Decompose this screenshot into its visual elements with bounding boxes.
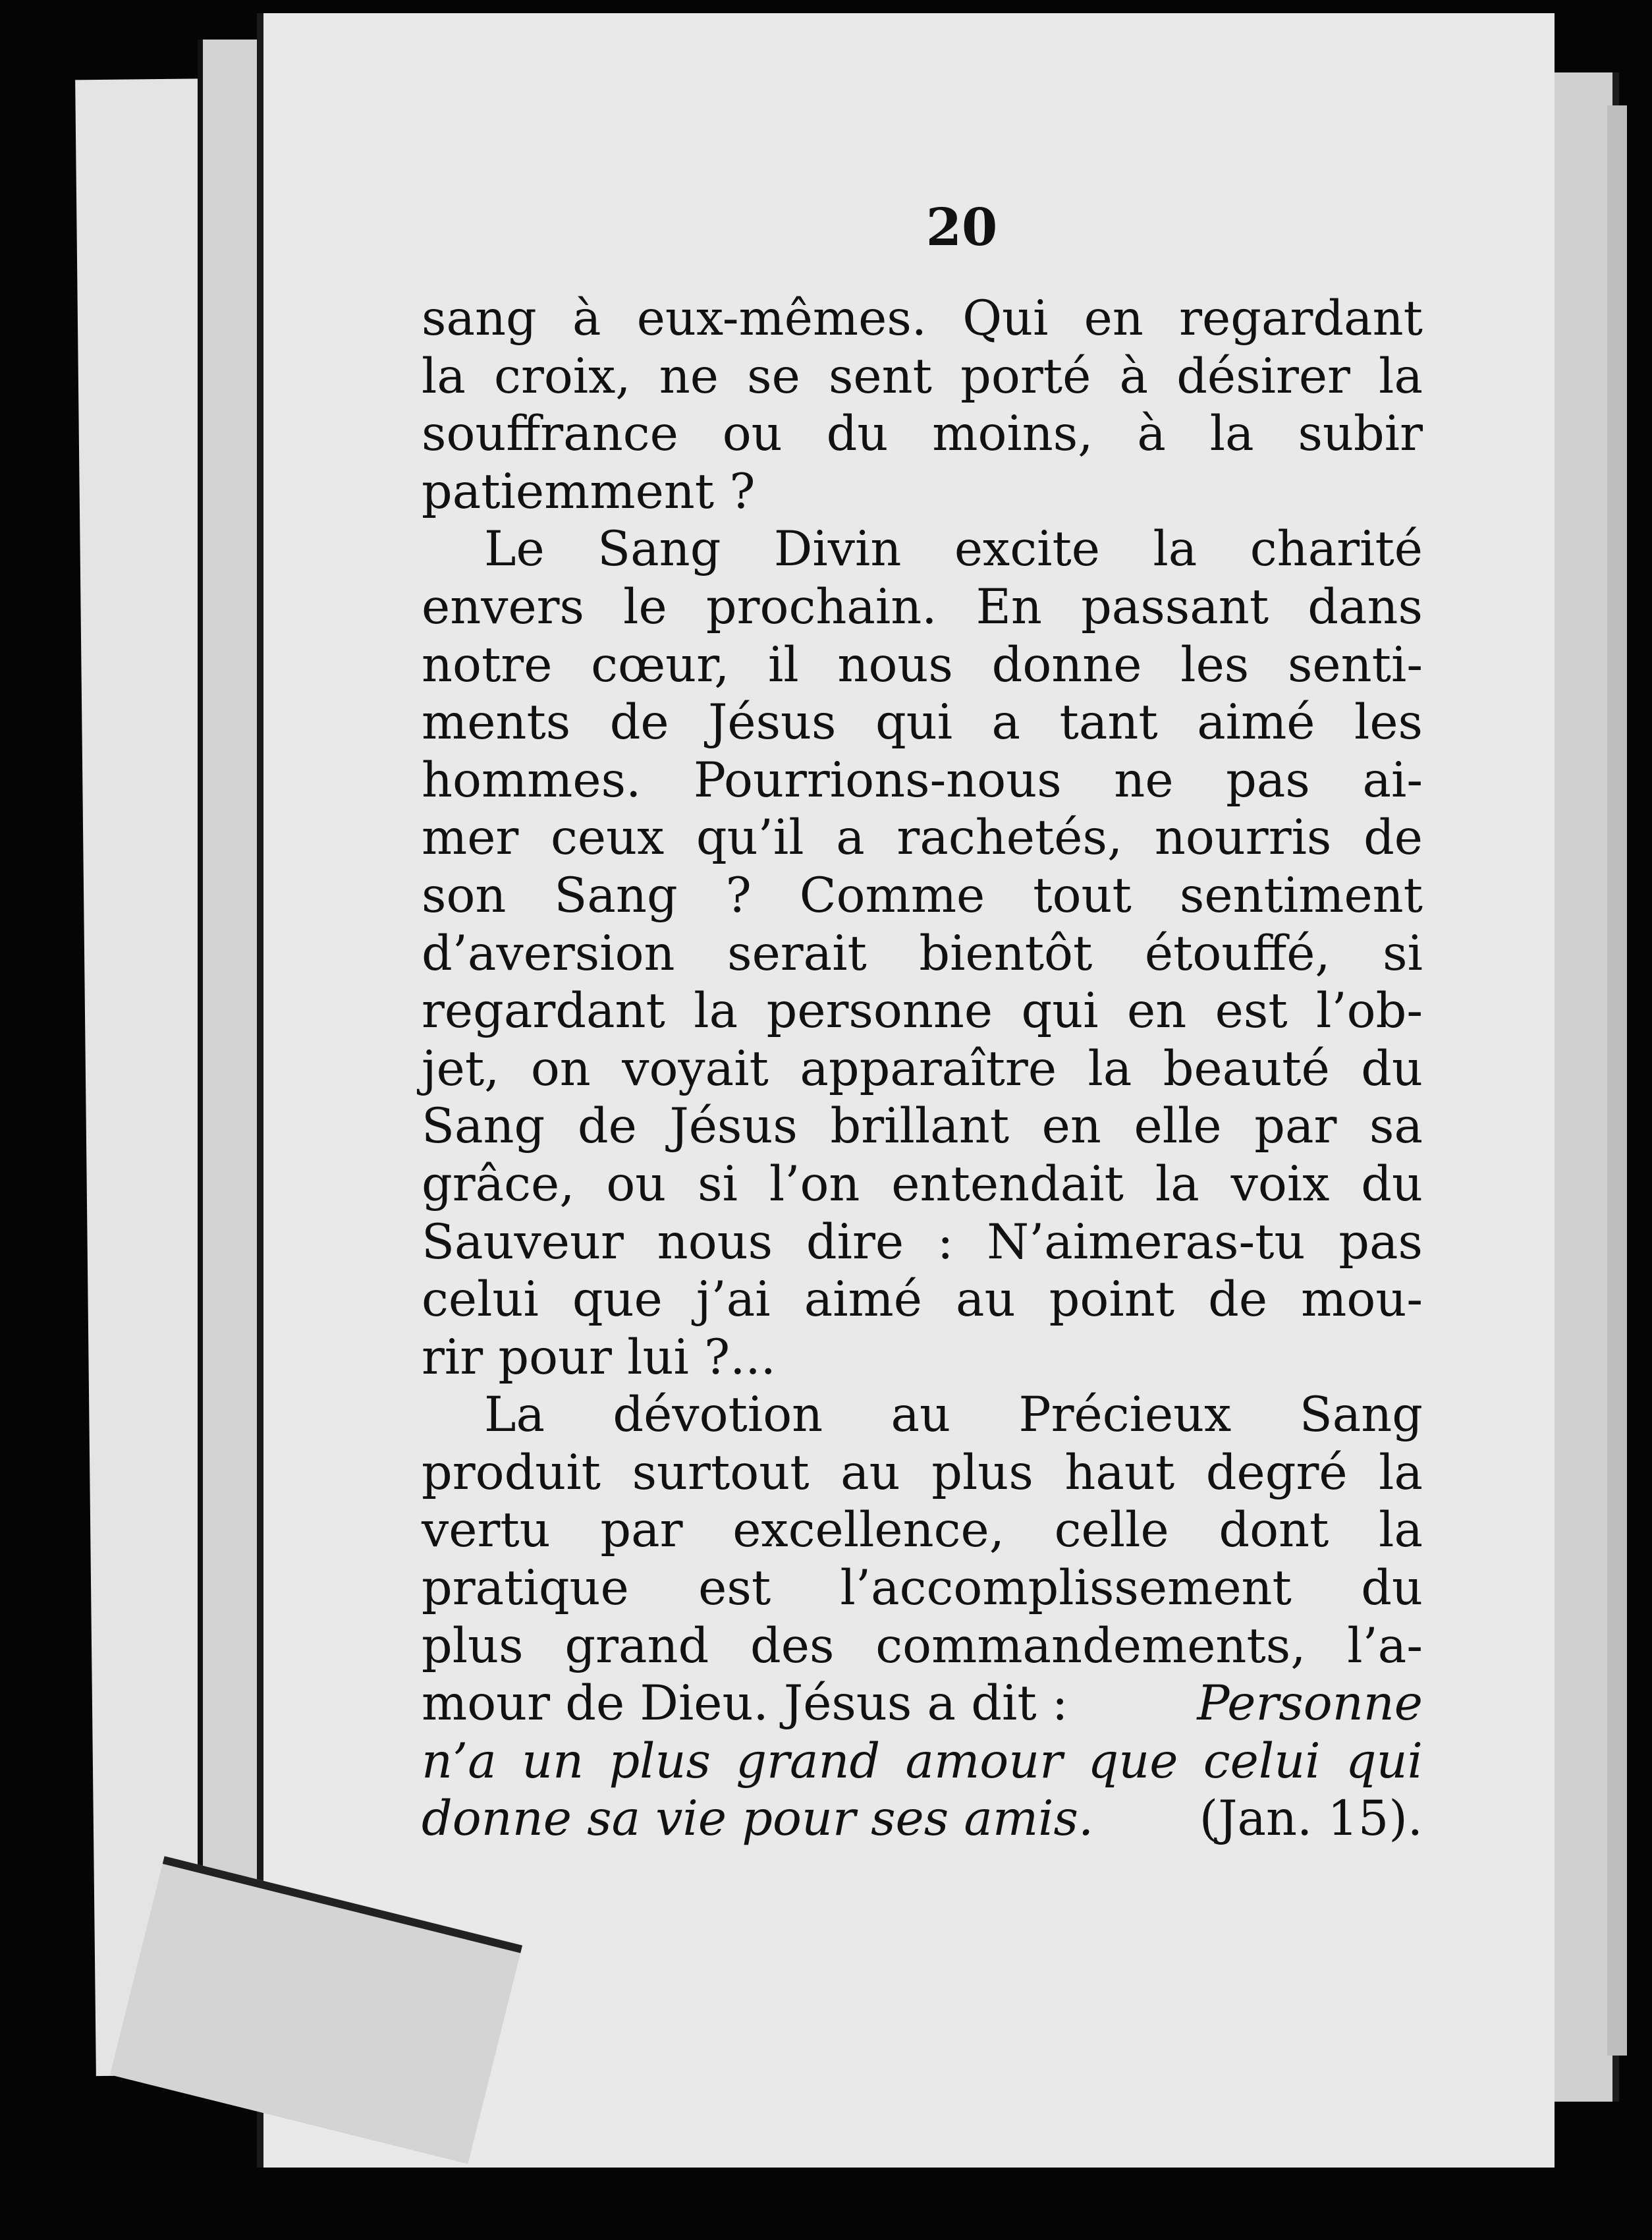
text-line: d’aversion serait bientôt étouffé, si <box>422 925 1423 982</box>
citation: (Jan. 15). <box>1199 1791 1423 1847</box>
text-line: son Sang ? Comme tout sentiment <box>422 867 1423 924</box>
text-line: jet, on voyait apparaître la beauté du <box>422 1040 1423 1097</box>
text-line: La dévotion au Précieux Sang <box>484 1387 1423 1443</box>
text-line: souffrance ou du moins, à la subir <box>422 406 1423 462</box>
text-line: pratique est l’accomplissement du <box>422 1560 1423 1617</box>
text-line: grâce, ou si l’on entendait la voix du <box>422 1156 1423 1212</box>
text-line: produit surtout au plus haut degré la <box>422 1444 1423 1501</box>
text-line: mer ceux qu’il a rachetés, nourris de <box>422 810 1423 866</box>
text-line: plus grand des commandements, l’a- <box>422 1617 1423 1674</box>
text-line: Le Sang Divin excite la charité <box>484 521 1423 578</box>
text-line: Sang de Jésus brillant en elle par sa <box>422 1098 1423 1155</box>
text-line: ments de Jésus qui a tant aimé les <box>422 694 1423 751</box>
text-line: regardant la personne qui en est l’ob- <box>422 983 1423 1040</box>
right-page-edge-thin <box>1607 105 1627 2056</box>
text-line: sang à eux-mêmes. Qui en regardant <box>422 291 1423 347</box>
text-line-italic: donne sa vie pour ses amis. <box>422 1791 1094 1847</box>
text-line: vertu par excellence, celle dont la <box>422 1502 1423 1559</box>
text-line: hommes. Pourrions-nous ne pas ai- <box>422 752 1423 808</box>
text-line: la croix, ne se sent porté à désirer la <box>422 348 1423 405</box>
text-line-italic: n’a un plus grand amour que celui qui <box>422 1733 1423 1789</box>
text-line-mixed <box>422 1675 1423 1733</box>
text-line-roman: mour de Dieu. Jésus a dit : <box>422 1675 1068 1732</box>
text-line: rir pour lui ?... <box>422 1329 776 1386</box>
text-line-mixed <box>422 1790 1423 1848</box>
text-line: Sauveur nous dire : N’aimeras-tu pas <box>422 1214 1423 1270</box>
text-line: notre cœur, il nous donne les senti- <box>422 636 1423 693</box>
text-line: celui que j’ai aimé au point de mou- <box>422 1272 1423 1328</box>
text-line: envers le prochain. En passant dans <box>422 578 1423 635</box>
text-line: patiemment ? <box>422 463 756 520</box>
page-number: 20 <box>925 198 998 258</box>
page-text <box>422 290 1423 1848</box>
text-line-italic: Personne <box>1197 1675 1423 1732</box>
